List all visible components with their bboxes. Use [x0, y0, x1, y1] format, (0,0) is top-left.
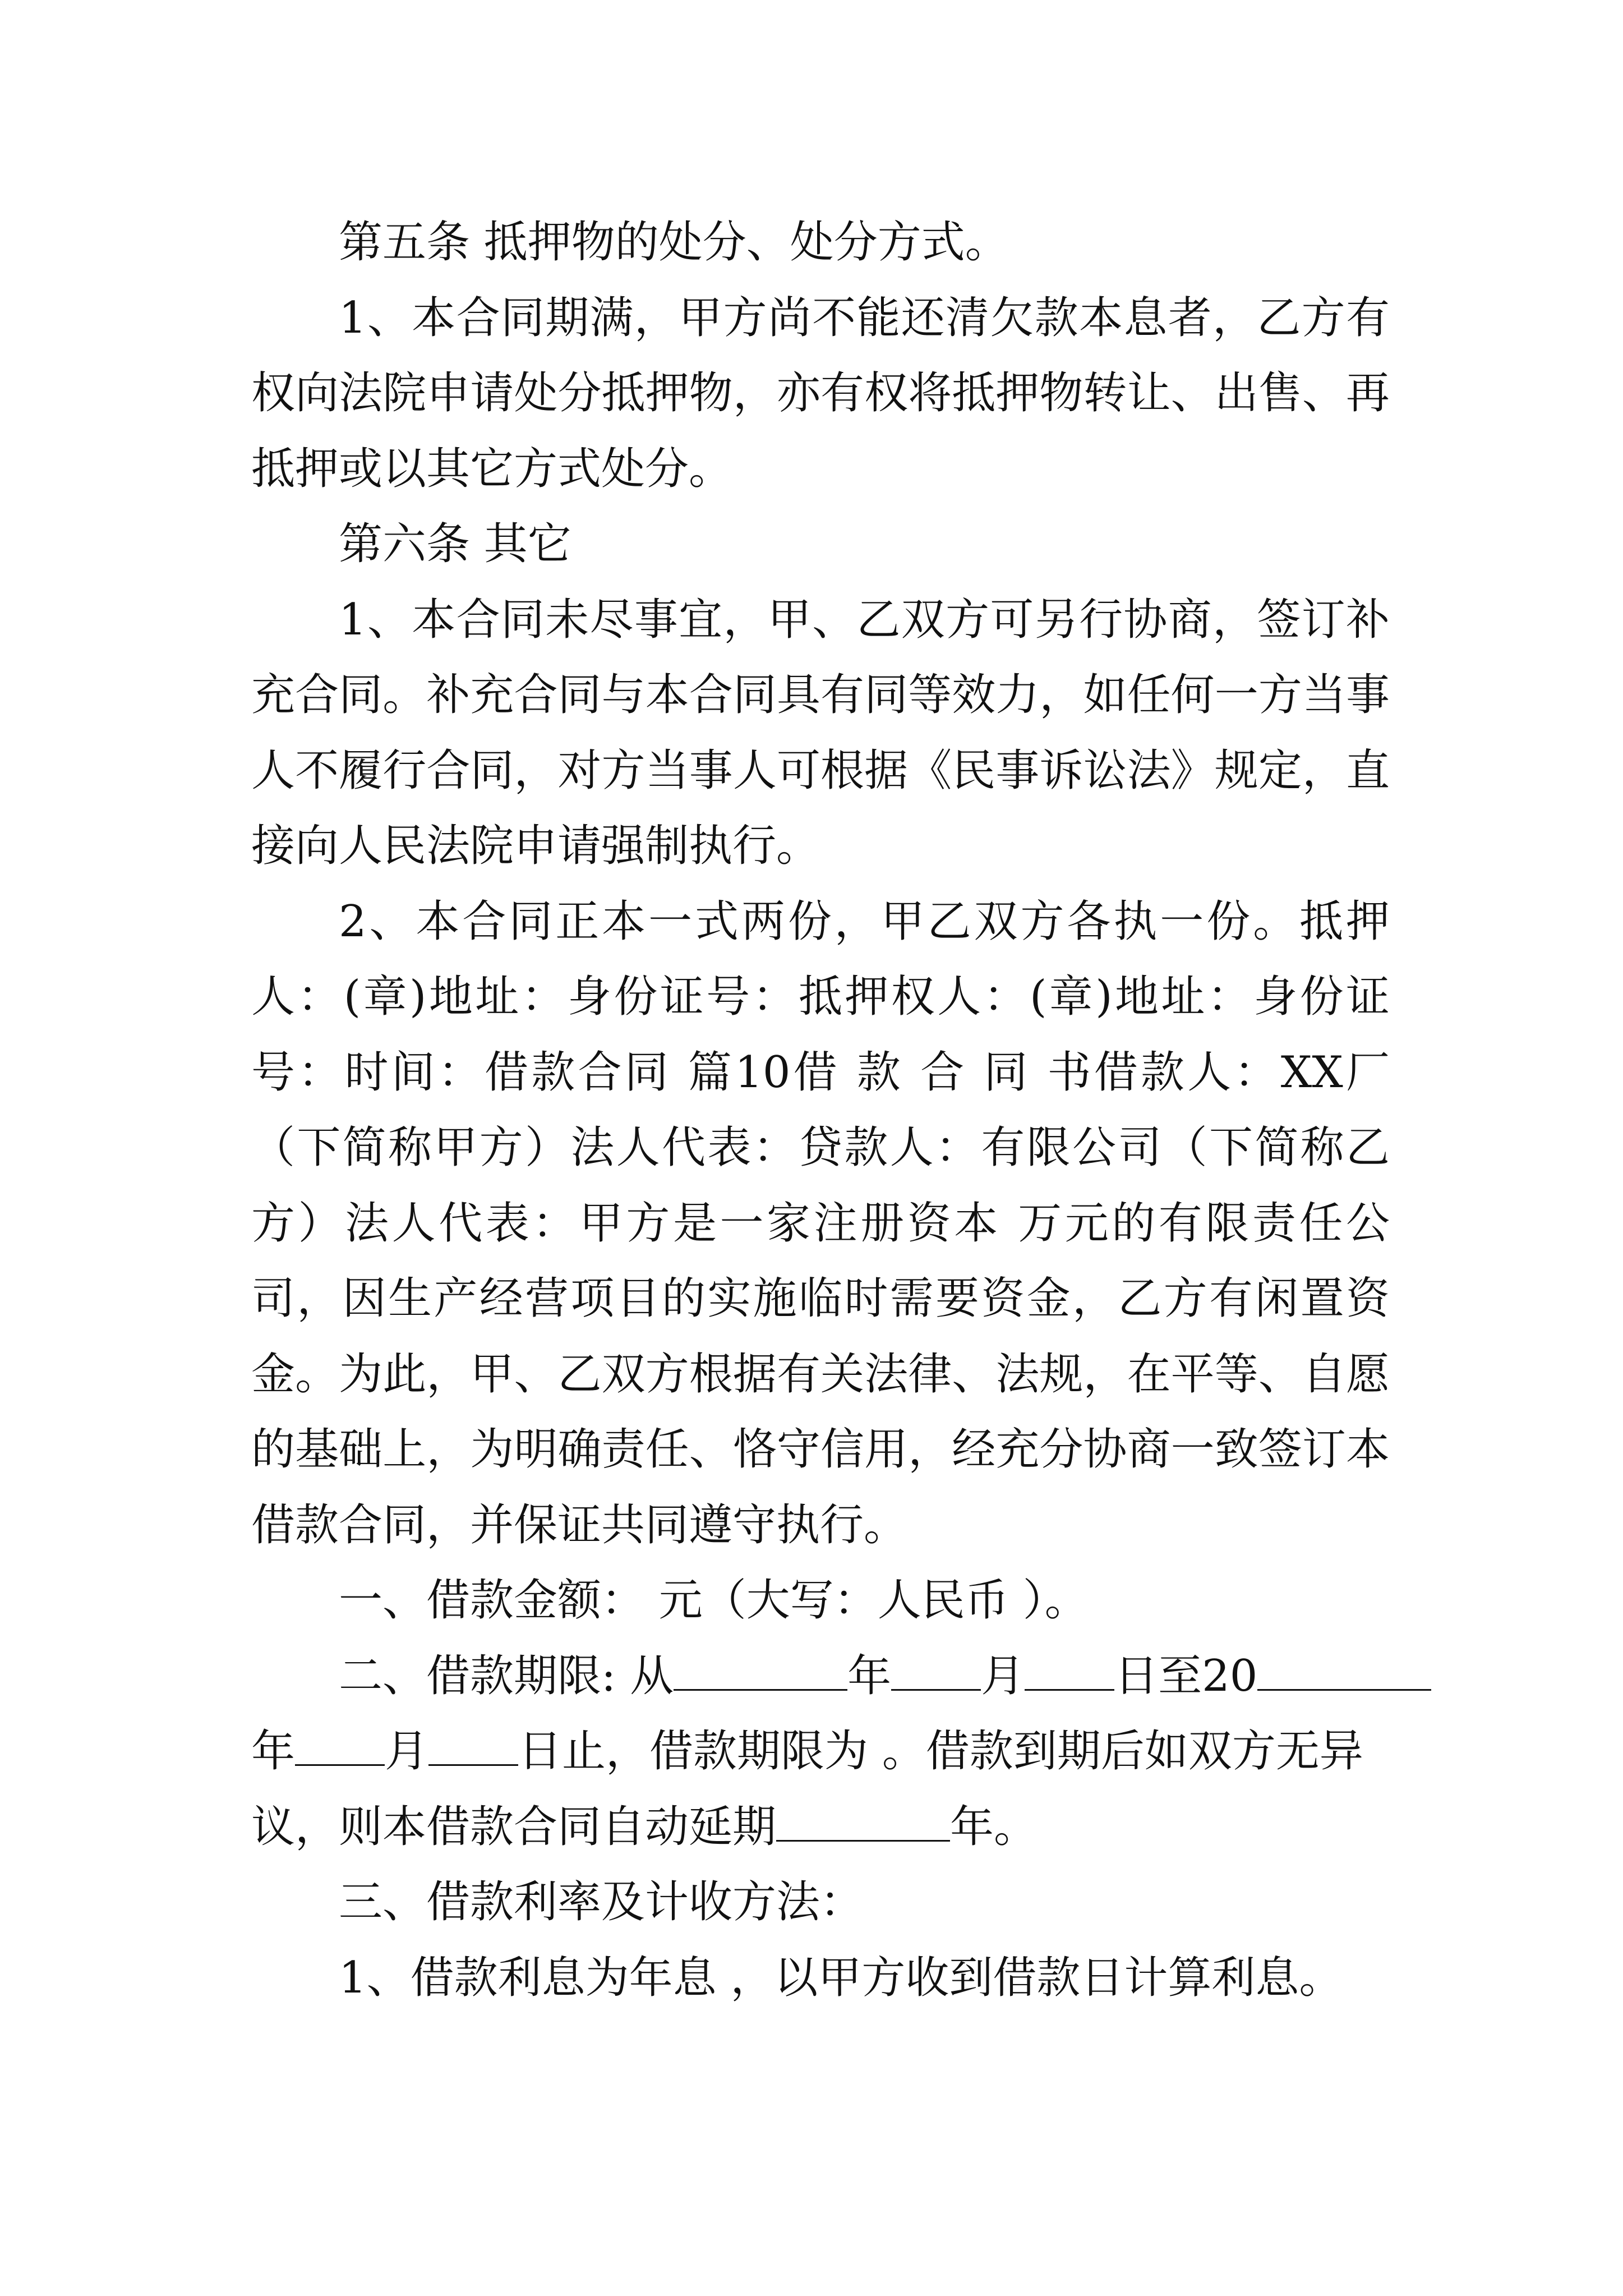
blank-end-year: [1257, 1649, 1431, 1691]
blank-end-month: [295, 1724, 385, 1766]
loan-amount: 一、借款金额： 元（大写：人民币 ）。: [339, 1575, 1089, 1626]
loan-term-day-to: 日至20: [1114, 1650, 1258, 1701]
article-6-clause-1: 1、本合同未尽事宜，甲、乙双方可另行协商，签订补充合同。补充合同与本合同具有同等效力，如任何一方当事人不履行合同，对方当事人可根据《民事诉讼法》规定，直接向人民法院申请强制执行。: [251, 594, 1390, 871]
document-body: [251, 205, 1404, 2016]
loan-term-end-text: 日止，借款期限为 。借款到期后如双方无异: [518, 1726, 1363, 1777]
loan-term-prefix: 二、借款期限: 从: [339, 1650, 674, 1701]
loan-term-year-label: 年: [847, 1650, 892, 1701]
loan-term-paragraph: [251, 1639, 1390, 1865]
blank-extension-years: [776, 1800, 950, 1842]
article-6-heading: 第六条 其它: [339, 519, 571, 569]
blank-end-day: [428, 1724, 518, 1766]
article-6-clause-2: 2、本合同正本一式两份，甲乙双方各执一份。抵押人：(章)地址：身份证号：抵押权人：(章)地址：身份证号：时间：借款合同 篇10借 款 合 同 书借款人：XX厂 （下简称甲方）法人代表：贷款人：有限公司（下简称乙方）法人代表：甲方是一家注册资本 万元的有限责任公司，因生产经营项目的实施临时需要资金，乙方有闲置资金。为此，甲、乙双方根据有关法律、法规，在平等、自愿的基础上，为明确责任、恪守信用，经充分协商一致签订本借款合同，并保证共同遵守执行。: [251, 896, 1404, 1550]
section-3-heading: 三、借款利率及计收方法：: [339, 1877, 864, 1927]
loan-term-line-3: [251, 1789, 1390, 1865]
blank-start-year: [674, 1649, 847, 1691]
loan-term-line-1: [251, 1639, 1390, 1714]
article-5-heading: 第五条 抵押物的处分、处分方式。: [339, 217, 1009, 268]
loan-term-month-label: 月: [981, 1650, 1025, 1701]
loan-term-year-label-2: 年: [251, 1726, 296, 1777]
blank-start-month: [891, 1649, 981, 1691]
blank-start-day: [1025, 1649, 1114, 1691]
loan-term-extension-unit: 年。: [950, 1801, 1038, 1852]
loan-term-month-label-2: 月: [385, 1726, 429, 1777]
article-5-clause-1: 1、本合同期满，甲方尚不能还清欠款本息者，乙方有权向法院申请处分抵押物，亦有权将抵押物转让、出售、再抵押或以其它方式处分。: [251, 292, 1390, 494]
section-3-item-1: 1、借款利息为年息 ，以甲方收到借款日计算利息。: [339, 1952, 1343, 2003]
loan-term-extension-text: 议，则本借款合同自动延期: [251, 1801, 777, 1852]
loan-term-line-2: [251, 1714, 1390, 1789]
